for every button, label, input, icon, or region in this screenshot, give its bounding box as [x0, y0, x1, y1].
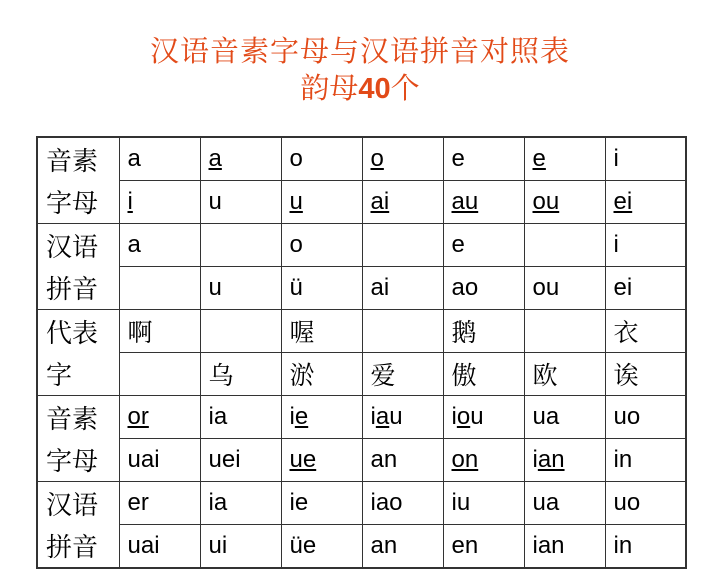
table-cell: u: [200, 267, 281, 310]
table-cell: o: [362, 137, 443, 181]
comparison-table: [36, 136, 687, 569]
table-cell: or: [119, 396, 200, 439]
table-cell: ue: [281, 439, 362, 482]
table-cell: e: [443, 224, 524, 267]
table-row: [37, 439, 686, 482]
table-cell: 衣: [605, 310, 686, 353]
row-label: 音素: [37, 137, 119, 181]
table-cell: iau: [362, 396, 443, 439]
table-cell: in: [605, 439, 686, 482]
table-body: [37, 137, 686, 568]
table-cell: e: [524, 137, 605, 181]
table-cell: an: [362, 525, 443, 569]
table-cell: ou: [524, 267, 605, 310]
table-cell: ao: [443, 267, 524, 310]
table-cell: uo: [605, 396, 686, 439]
table-cell: uai: [119, 439, 200, 482]
table-cell: 淤: [281, 353, 362, 396]
table-cell: uai: [119, 525, 200, 569]
table-cell: uo: [605, 482, 686, 525]
table-cell: ie: [281, 482, 362, 525]
table-cell: iao: [362, 482, 443, 525]
table-cell: ui: [200, 525, 281, 569]
table-cell: 乌: [200, 353, 281, 396]
table-cell: 诶: [605, 353, 686, 396]
table-cell: i: [119, 181, 200, 224]
table-cell: ai: [362, 181, 443, 224]
table-row: [37, 310, 686, 353]
table-cell: üe: [281, 525, 362, 569]
row-label: 汉语: [37, 482, 119, 525]
table-cell: e: [443, 137, 524, 181]
table-cell: ia: [200, 482, 281, 525]
table-cell: in: [605, 525, 686, 569]
table-cell: 鹅: [443, 310, 524, 353]
table-row: [37, 137, 686, 181]
table-cell: ou: [524, 181, 605, 224]
table-cell: o: [281, 137, 362, 181]
table-cell: 喔: [281, 310, 362, 353]
table-cell: [119, 353, 200, 396]
table-cell: an: [362, 439, 443, 482]
table-cell: 欧: [524, 353, 605, 396]
table-cell: 爱: [362, 353, 443, 396]
table-cell: [362, 310, 443, 353]
row-label: 音素: [37, 396, 119, 439]
table-row: [37, 224, 686, 267]
table-cell: en: [443, 525, 524, 569]
subtitle-number: 40: [358, 73, 391, 105]
page-subtitle: [0, 70, 720, 107]
table-cell: ei: [605, 181, 686, 224]
title-block: [0, 32, 720, 107]
table-cell: er: [119, 482, 200, 525]
table-cell: a: [119, 137, 200, 181]
table-cell: i: [605, 224, 686, 267]
row-label: 字母: [37, 439, 119, 482]
table-row: [37, 396, 686, 439]
row-label: 代表: [37, 310, 119, 353]
row-label: 拼音: [37, 267, 119, 310]
table-cell: iou: [443, 396, 524, 439]
table-cell: [119, 267, 200, 310]
table-cell: [200, 310, 281, 353]
table-cell: ia: [200, 396, 281, 439]
table-cell: ian: [524, 525, 605, 569]
row-label: 字母: [37, 181, 119, 224]
table-row: [37, 525, 686, 569]
table-row: [37, 267, 686, 310]
table-cell: [200, 224, 281, 267]
table-cell: [524, 310, 605, 353]
table-cell: a: [119, 224, 200, 267]
page-title: 汉语音素字母与汉语拼音对照表: [149, 34, 570, 68]
table-cell: [524, 224, 605, 267]
table-row: [37, 353, 686, 396]
subtitle-prefix: 韵母: [300, 71, 359, 105]
table-cell: ie: [281, 396, 362, 439]
subtitle-suffix: 个: [390, 71, 420, 105]
table-cell: ai: [362, 267, 443, 310]
row-label: 拼音: [37, 525, 119, 569]
row-label: 汉语: [37, 224, 119, 267]
table-cell: 傲: [443, 353, 524, 396]
table-cell: i: [605, 137, 686, 181]
table-cell: 啊: [119, 310, 200, 353]
table-cell: ian: [524, 439, 605, 482]
table-cell: on: [443, 439, 524, 482]
table-row: [37, 482, 686, 525]
table-cell: o: [281, 224, 362, 267]
table-cell: au: [443, 181, 524, 224]
table-cell: u: [281, 181, 362, 224]
row-label: 字: [37, 353, 119, 396]
table-cell: ua: [524, 396, 605, 439]
table-row: [37, 181, 686, 224]
table-cell: a: [200, 137, 281, 181]
table-cell: iu: [443, 482, 524, 525]
table-cell: uei: [200, 439, 281, 482]
table-cell: ü: [281, 267, 362, 310]
table-cell: ua: [524, 482, 605, 525]
table-cell: ei: [605, 267, 686, 310]
table-cell: [362, 224, 443, 267]
table-cell: u: [200, 181, 281, 224]
